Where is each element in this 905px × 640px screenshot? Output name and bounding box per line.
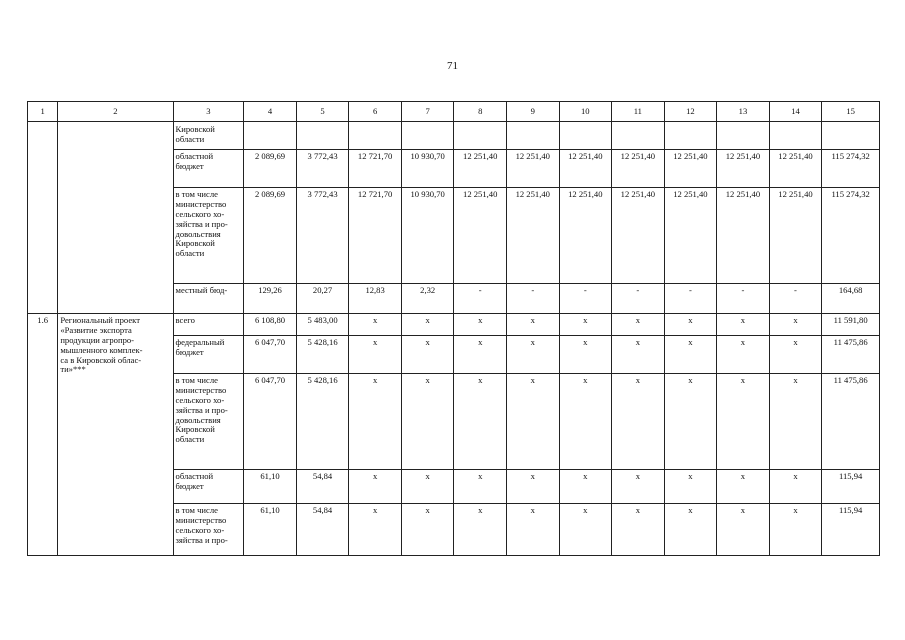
amount-cell: - (664, 284, 717, 314)
amount-cell: 5 483,00 (296, 314, 349, 336)
amount-cell: - (769, 284, 822, 314)
amount-cell: 10 930,70 (401, 150, 454, 188)
funding-source-label (173, 122, 244, 150)
amount-cell: х (559, 470, 612, 504)
amount-cell: х (349, 374, 402, 470)
amount-cell (296, 122, 349, 150)
amount-cell: х (717, 336, 770, 374)
funding-source-text: областной бюджет (175, 151, 214, 171)
column-number-header: 9 (506, 102, 559, 122)
amount-cell: 11 475,86 (822, 336, 880, 374)
amount-cell: 61,10 (244, 504, 297, 556)
name-cell (58, 122, 173, 314)
amount-cell: х (506, 504, 559, 556)
amount-cell: 115 274,32 (822, 188, 880, 284)
index-cell (28, 122, 58, 314)
column-number-header: 7 (401, 102, 454, 122)
amount-cell: х (401, 470, 454, 504)
amount-cell: 6 047,70 (244, 374, 297, 470)
amount-cell (717, 122, 770, 150)
amount-cell: 12 251,40 (664, 188, 717, 284)
column-number-header: 4 (244, 102, 297, 122)
funding-source-label (173, 336, 244, 374)
amount-cell: 12,83 (349, 284, 402, 314)
amount-cell: х (349, 336, 402, 374)
amount-cell: 12 251,40 (506, 150, 559, 188)
amount-cell: х (506, 336, 559, 374)
amount-cell: х (612, 314, 665, 336)
amount-cell: 12 251,40 (717, 188, 770, 284)
amount-cell: 61,10 (244, 470, 297, 504)
amount-cell: х (717, 374, 770, 470)
amount-cell: х (717, 314, 770, 336)
funding-source-text: всего (175, 315, 195, 325)
amount-cell: - (717, 284, 770, 314)
amount-cell: х (769, 470, 822, 504)
amount-cell: х (769, 336, 822, 374)
amount-cell: х (506, 470, 559, 504)
funding-source-text: областной бюджет (175, 471, 214, 491)
amount-cell: - (506, 284, 559, 314)
column-number-header: 1 (28, 102, 58, 122)
amount-cell: 5 428,16 (296, 336, 349, 374)
table-row (28, 122, 880, 150)
amount-cell: х (454, 470, 507, 504)
amount-cell (401, 122, 454, 150)
amount-cell (454, 122, 507, 150)
funding-source-label (173, 470, 244, 504)
amount-cell: 5 428,16 (296, 374, 349, 470)
amount-cell: х (349, 470, 402, 504)
amount-cell: 2 089,69 (244, 150, 297, 188)
amount-cell: 12 251,40 (454, 150, 507, 188)
funding-source-label (173, 284, 244, 314)
amount-cell: 6 108,80 (244, 314, 297, 336)
amount-cell: 12 251,40 (612, 188, 665, 284)
amount-cell: 11 591,80 (822, 314, 880, 336)
amount-cell: - (612, 284, 665, 314)
amount-cell: х (664, 470, 717, 504)
amount-cell: х (717, 504, 770, 556)
amount-cell: 115,94 (822, 504, 880, 556)
amount-cell: 10 930,70 (401, 188, 454, 284)
amount-cell: - (559, 284, 612, 314)
funding-source-label (173, 374, 244, 470)
amount-cell: х (664, 336, 717, 374)
amount-cell: 12 251,40 (769, 150, 822, 188)
amount-cell: 129,26 (244, 284, 297, 314)
project-name-text: Региональный проект «Развитие экспорта продукции агропро- мышленного комплек- са в Кировской облас- ти»*** (60, 315, 143, 375)
funding-source-label (173, 314, 244, 336)
column-number-header: 2 (58, 102, 173, 122)
amount-cell: х (612, 336, 665, 374)
column-number-header: 15 (822, 102, 880, 122)
column-number-header: 11 (612, 102, 665, 122)
amount-cell: х (717, 470, 770, 504)
amount-cell: 115,94 (822, 470, 880, 504)
amount-cell: х (612, 504, 665, 556)
funding-source-text: Кировской области (175, 124, 215, 144)
amount-cell: 2,32 (401, 284, 454, 314)
column-number-header: 3 (173, 102, 244, 122)
amount-cell: 11 475,86 (822, 374, 880, 470)
funding-source-label (173, 504, 244, 556)
amount-cell (506, 122, 559, 150)
column-number-header: 6 (349, 102, 402, 122)
amount-cell: х (454, 336, 507, 374)
funding-source-label (173, 150, 244, 188)
amount-cell: 12 721,70 (349, 150, 402, 188)
amount-cell: - (454, 284, 507, 314)
amount-cell: х (559, 336, 612, 374)
column-number-header: 5 (296, 102, 349, 122)
amount-cell (244, 122, 297, 150)
amount-cell: 2 089,69 (244, 188, 297, 284)
amount-cell: 12 251,40 (559, 188, 612, 284)
amount-cell: 12 251,40 (769, 188, 822, 284)
amount-cell: х (664, 374, 717, 470)
amount-cell: х (769, 314, 822, 336)
amount-cell: х (664, 504, 717, 556)
column-number-header: 13 (717, 102, 770, 122)
amount-cell: 12 721,70 (349, 188, 402, 284)
project-index: 1.6 (28, 314, 58, 556)
amount-cell: х (506, 314, 559, 336)
column-number-row (28, 102, 880, 122)
funding-source-text: в том числе министерство сельского хо- зяйства и про- довольствия Кировской области (175, 189, 228, 259)
amount-cell: 6 047,70 (244, 336, 297, 374)
amount-cell: х (349, 314, 402, 336)
funding-source-text: в том числе министерство сельского хо- зяйства и про- довольствия Кировской области (175, 375, 228, 445)
funding-source-label (173, 188, 244, 284)
amount-cell: 54,84 (296, 470, 349, 504)
amount-cell: 12 251,40 (612, 150, 665, 188)
page-number: 71 (447, 60, 458, 72)
amount-cell: 164,68 (822, 284, 880, 314)
table-row (28, 314, 880, 336)
funding-source-text: федеральный бюджет (175, 337, 225, 357)
amount-cell: х (506, 374, 559, 470)
column-number-header: 14 (769, 102, 822, 122)
amount-cell: 54,84 (296, 504, 349, 556)
amount-cell (559, 122, 612, 150)
amount-cell: х (769, 374, 822, 470)
amount-cell: х (454, 314, 507, 336)
amount-cell (664, 122, 717, 150)
amount-cell (769, 122, 822, 150)
amount-cell: х (612, 374, 665, 470)
amount-cell: х (559, 504, 612, 556)
amount-cell: х (349, 504, 402, 556)
amount-cell: 12 251,40 (664, 150, 717, 188)
amount-cell: 12 251,40 (559, 150, 612, 188)
amount-cell: х (401, 374, 454, 470)
column-number-header: 12 (664, 102, 717, 122)
amount-cell (612, 122, 665, 150)
amount-cell: х (401, 504, 454, 556)
funding-source-text: местный бюд- (175, 285, 228, 295)
funding-source-text: в том числе министерство сельского хо- зяйства и про- (175, 505, 228, 545)
column-number-header: 8 (454, 102, 507, 122)
amount-cell: х (559, 314, 612, 336)
amount-cell: х (401, 336, 454, 374)
amount-cell (822, 122, 880, 150)
project-name (58, 314, 173, 556)
amount-cell: х (559, 374, 612, 470)
amount-cell: х (454, 504, 507, 556)
amount-cell: 3 772,43 (296, 150, 349, 188)
amount-cell: х (612, 470, 665, 504)
amount-cell: 12 251,40 (506, 188, 559, 284)
amount-cell: х (769, 504, 822, 556)
amount-cell: х (664, 314, 717, 336)
amount-cell: 3 772,43 (296, 188, 349, 284)
amount-cell (349, 122, 402, 150)
amount-cell: 12 251,40 (454, 188, 507, 284)
amount-cell: 115 274,32 (822, 150, 880, 188)
amount-cell: 12 251,40 (717, 150, 770, 188)
budget-table (27, 101, 880, 556)
column-number-header: 10 (559, 102, 612, 122)
amount-cell: 20,27 (296, 284, 349, 314)
amount-cell: х (401, 314, 454, 336)
amount-cell: х (454, 374, 507, 470)
